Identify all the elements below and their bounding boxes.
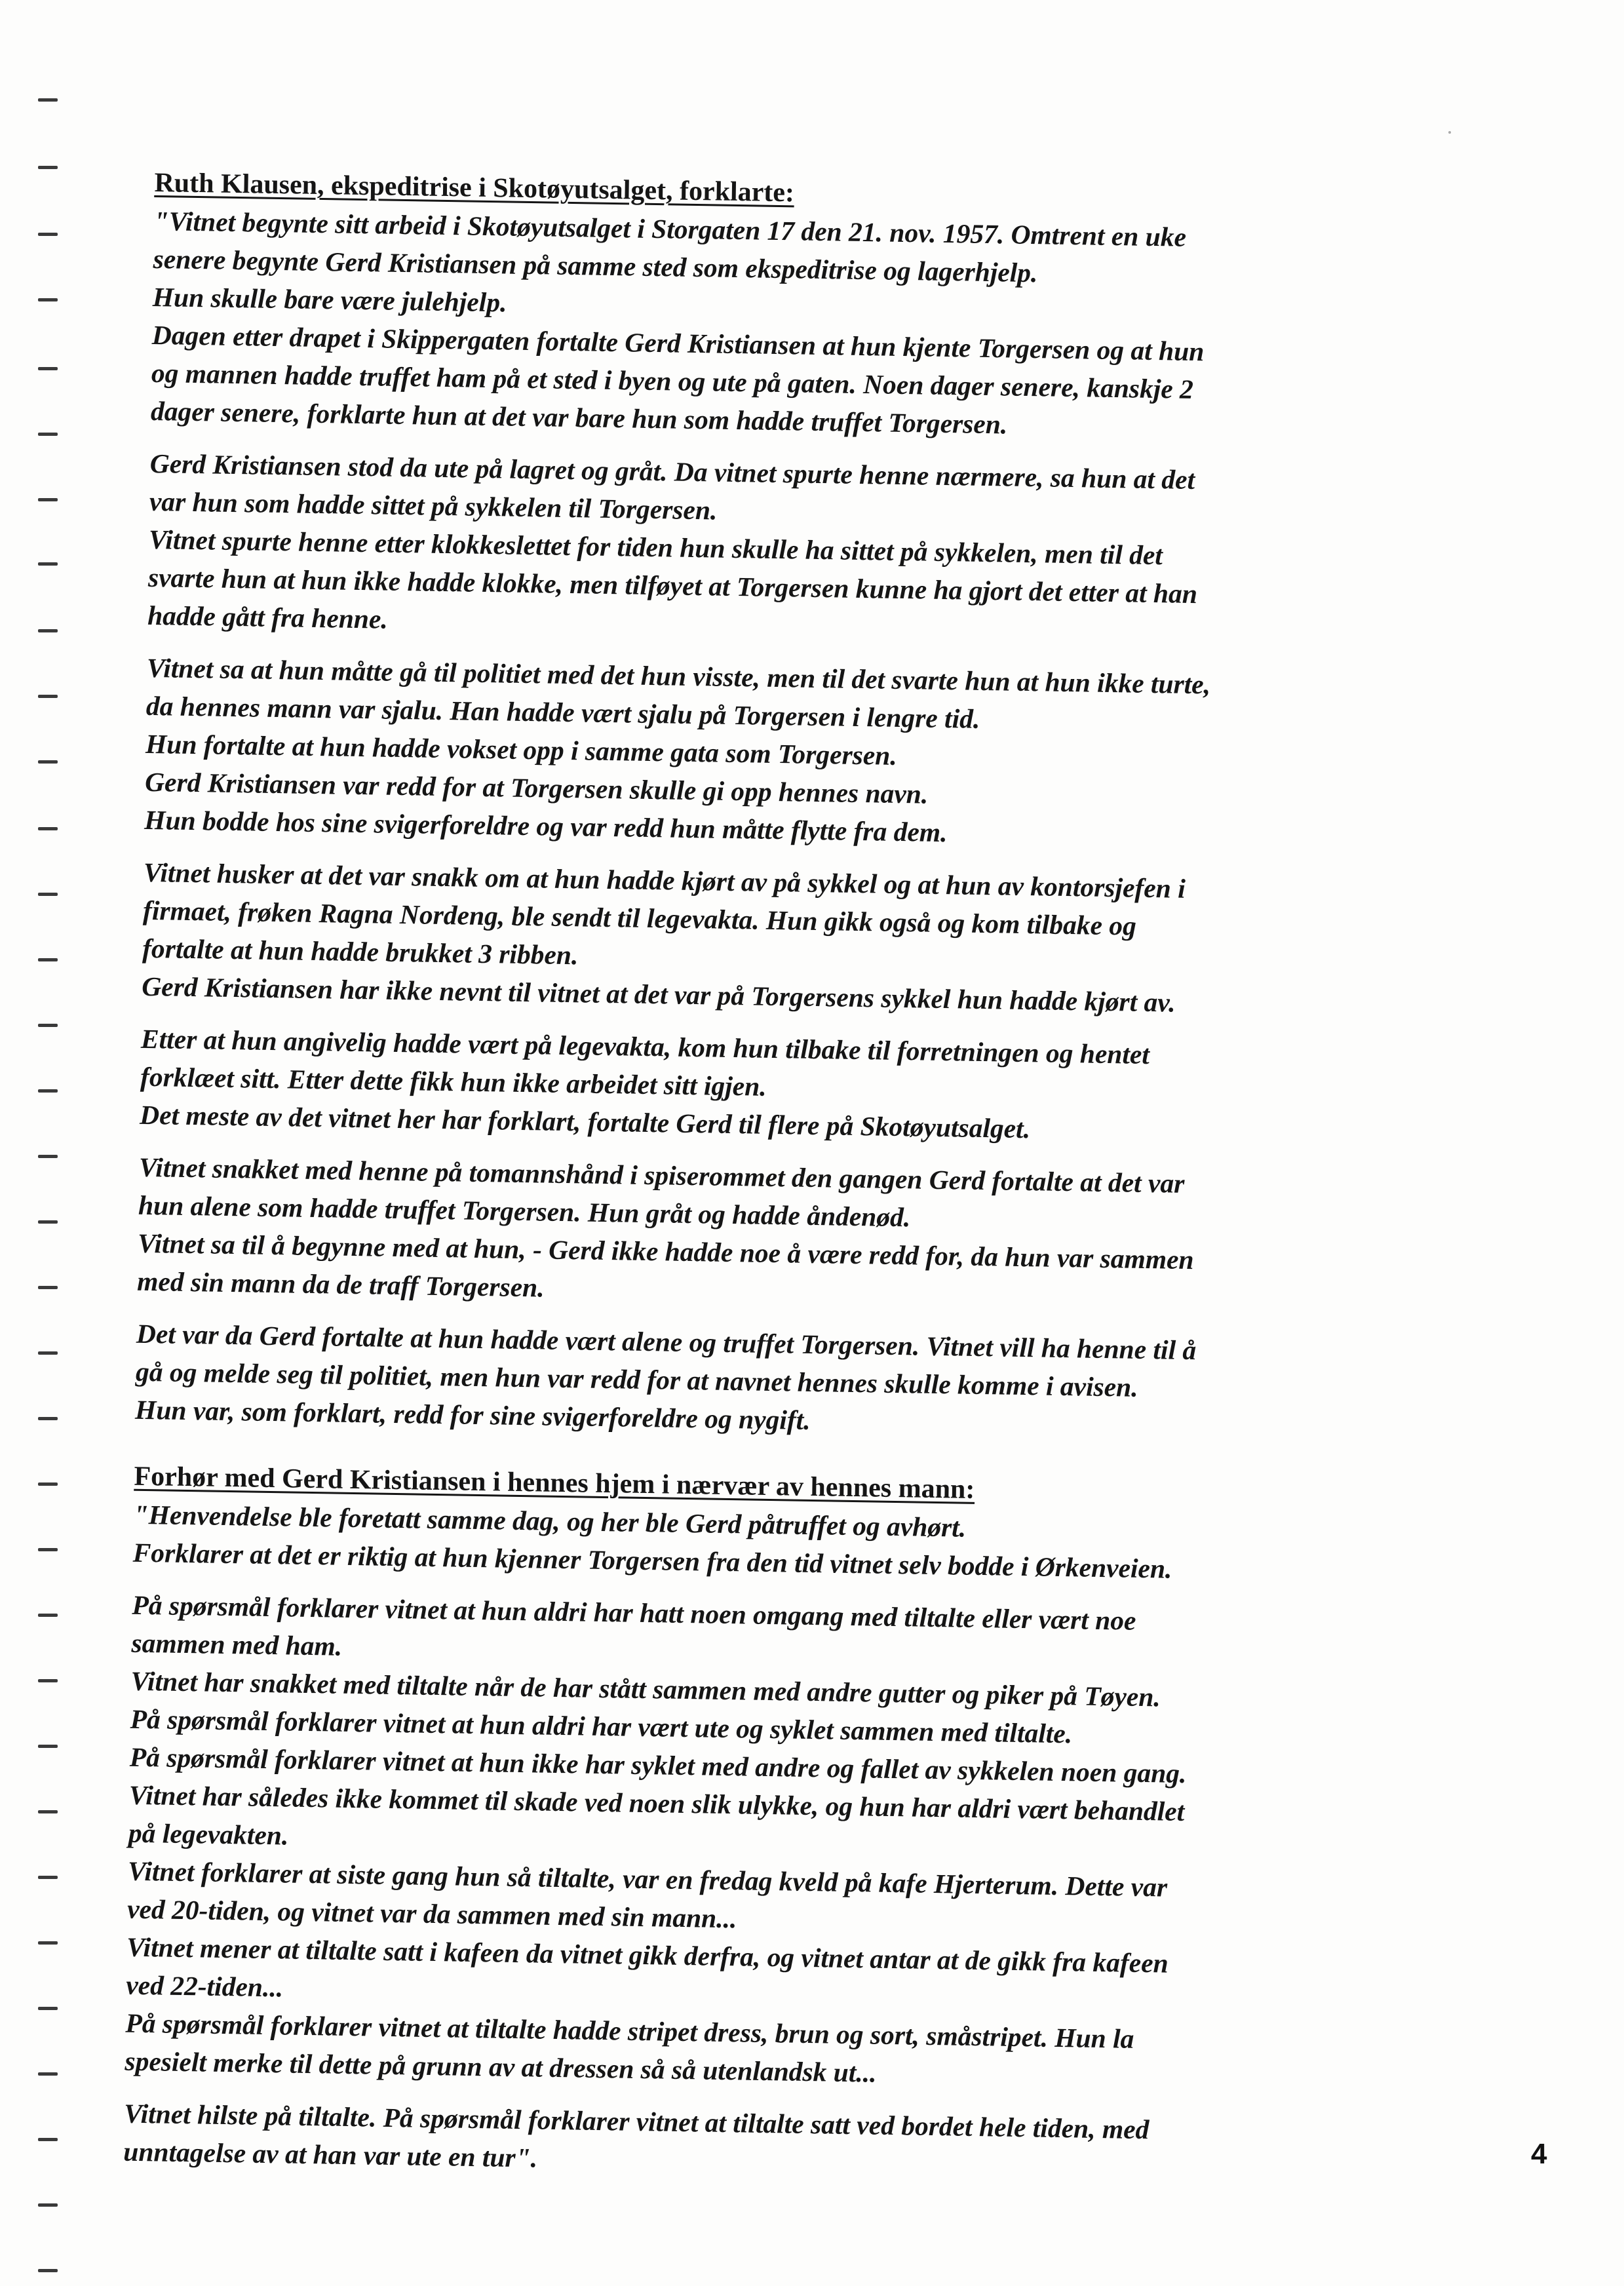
text-line: var hun som hadde sittet på sykkelen til Torgersen. bbox=[149, 486, 718, 526]
text-line: ved 20-tiden, og vitnet var da sammen med sin mann... bbox=[126, 1893, 737, 1934]
margin-mark bbox=[38, 166, 58, 169]
text-line: Vitnet har således ikke kommet til skade ved noen slik ulykke, og hun har aldri vært behandlet bbox=[128, 1779, 1185, 1827]
margin-mark bbox=[38, 1745, 58, 1748]
text-line: med sin mann da de traff Torgersen. bbox=[136, 1266, 545, 1303]
paragraph bbox=[125, 1586, 1443, 2101]
margin-mark bbox=[38, 1286, 58, 1289]
margin-mark bbox=[38, 298, 58, 301]
document-body bbox=[123, 164, 1465, 2191]
margin-mark bbox=[38, 98, 58, 102]
text-line: hun alene som hadde truffet Torgersen. Hun gråt og hadde åndenød. bbox=[138, 1190, 911, 1233]
text-line: sammen med ham. bbox=[131, 1627, 343, 1661]
text-line: På spørsmål forklarer vitnet at hun ikke har syklet med andre og fallet av sykkelen noen gang. bbox=[129, 1741, 1187, 1789]
text-line: Hun var, som forklart, redd for sine svigerforeldre og nygift. bbox=[134, 1394, 811, 1435]
text-line: Vitnet mener at tiltalte satt i kafeen da vitnet gikk derfra, og vitnet antar at de gikk fra kafeen bbox=[126, 1931, 1169, 1979]
text-line: Hun fortalte at hun hadde vokset opp i samme gata som Torgersen. bbox=[145, 728, 898, 771]
text-line: svarte hun at hun ikke hadde klokke, men tilføyet at Torgersen kunne ha gjort det etter at han bbox=[147, 562, 1198, 610]
text-line: På spørsmål forklarer vitnet at tiltalte hadde stripet dress, brun og sort, småstripet. Hun la bbox=[125, 2007, 1134, 2054]
text-line: Gerd Kristiansen stod da ute på lagret og gråt. Da vitnet spurte henne nærmere, sa hun at det bbox=[149, 448, 1195, 495]
text-line: unntagelse av at han var ute en tur". bbox=[123, 2136, 538, 2173]
text-line: på legevakten. bbox=[128, 1817, 289, 1851]
text-line: Etter at hun angivelig hadde vært på legevakta, kom hun tilbake til forretningen og hentet bbox=[140, 1023, 1150, 1070]
margin-mark bbox=[38, 433, 58, 436]
text-line: Vitnet snakket med henne på tomannshånd i spiserommet den gangen Gerd fortalte at det var bbox=[138, 1152, 1185, 1199]
text-line: Vitnet sa til å begynne med at hun, - Gerd ikke hadde noe å være redd for, da hun var sammen bbox=[137, 1228, 1194, 1275]
text-line: Vitnet sa at hun måtte gå til politiet med det hun visste, men til det svarte hun at hun ikke turte, bbox=[146, 652, 1211, 700]
text-line: dager senere, forklarte hun at det var bare hun som hadde truffet Torgersen. bbox=[150, 395, 1008, 440]
text-line: Hun skulle bare være julehjelp. bbox=[152, 281, 507, 318]
paragraph bbox=[137, 1148, 1450, 1321]
margin-mark bbox=[38, 2007, 58, 2010]
margin-mark bbox=[38, 562, 58, 566]
text-line: "Henvendelse ble foretatt samme dag, og her ble Gerd påtruffet og avhørt. bbox=[133, 1499, 967, 1543]
text-line: hadde gått fra henne. bbox=[147, 600, 389, 634]
margin-mark bbox=[38, 367, 58, 370]
paragraph bbox=[144, 649, 1458, 859]
margin-mark bbox=[38, 1876, 58, 1879]
paragraph bbox=[135, 1315, 1447, 1449]
margin-mark bbox=[38, 1614, 58, 1617]
text-line: Gerd Kristiansen var redd for at Torgersen skulle gi opp hennes navn. bbox=[144, 766, 929, 809]
text-line: forklæet sitt. Etter dette fikk hun ikke arbeidet sitt igjen. bbox=[140, 1061, 767, 1102]
margin-mark bbox=[38, 233, 58, 236]
margin-mark bbox=[38, 629, 58, 632]
section-heading: Ruth Klausen, ekspeditrise i Skotøyutsalget, forklarte: bbox=[154, 167, 795, 208]
paragraph bbox=[140, 1020, 1452, 1154]
text-line: Dagen etter drapet i Skippergaten fortalte Gerd Kristiansen at hun kjente Torgersen og at hun bbox=[151, 319, 1205, 367]
margin-mark bbox=[38, 1089, 58, 1093]
text-line: ved 22-tiden... bbox=[125, 1969, 284, 2003]
text-line: På spørsmål forklarer vitnet at hun aldri har hatt noen omgang med tiltalte eller vært noe bbox=[132, 1589, 1136, 1636]
margin-mark bbox=[38, 1941, 58, 1945]
text-line: Det var da Gerd fortalte at hun hadde vært alene og truffet Torgersen. Vitnet vill ha henne til å bbox=[136, 1318, 1197, 1366]
margin-mark bbox=[38, 2138, 58, 2141]
margin-mark bbox=[38, 1351, 58, 1355]
text-line: Vitnet har snakket med tiltalte når de har stått sammen med andre gutter og piker på Tøyen. bbox=[130, 1665, 1161, 1713]
margin-mark bbox=[38, 958, 58, 961]
binder-margin-marks bbox=[38, 0, 64, 2286]
text-line: Vitnet hilste på tiltalte. På spørsmål forklarer vitnet at tiltalte satt ved bordet hele tiden, med bbox=[123, 2098, 1150, 2145]
paragraph bbox=[142, 853, 1454, 1026]
text-line: senere begynte Gerd Kristiansen på samme sted som ekspeditrise og lagerhjelp. bbox=[153, 243, 1038, 288]
text-line: firmaet, frøken Ragna Nordeng, ble sendt til legevakta. Hun gikk også og kom tilbake og bbox=[142, 895, 1137, 941]
margin-mark bbox=[38, 1679, 58, 1682]
text-line: da hennes mann var sjalu. Han hadde vært sjalu på Torgersen i lengre tid. bbox=[145, 690, 980, 734]
margin-mark bbox=[38, 2072, 58, 2076]
text-line: gå og melde seg til politiet, men hun var redd for at navnet hennes skulle komme i avisen. bbox=[135, 1356, 1138, 1403]
margin-mark bbox=[38, 1810, 58, 1813]
margin-mark bbox=[38, 695, 58, 698]
margin-mark bbox=[38, 1220, 58, 1224]
text-line: spesielt merke til dette på grunn av at dressen så så utenlandsk ut... bbox=[125, 2045, 877, 2088]
text-line: "Vitnet begynte sitt arbeid i Skotøyutsalget i Storgaten 17 den 21. nov. 1957. Omtrent en uke bbox=[153, 205, 1187, 252]
margin-mark bbox=[38, 1024, 58, 1027]
margin-mark bbox=[38, 827, 58, 830]
paragraph bbox=[151, 202, 1465, 450]
margin-mark bbox=[38, 893, 58, 896]
text-line: Gerd Kristiansen har ikke nevnt til vitnet at det var på Torgersens sykkel hun hadde kjørt av. bbox=[141, 971, 1176, 1018]
margin-mark bbox=[38, 2203, 58, 2207]
text-line: Det meste av det vitnet her har forklart, fortalte Gerd til flere på Skotøyutsalget. bbox=[139, 1099, 1031, 1144]
section-ruth-klausen bbox=[135, 164, 1465, 1449]
margin-mark bbox=[38, 760, 58, 764]
margin-mark bbox=[38, 1482, 58, 1486]
text-line: Vitnet forklarer at siste gang hun så tiltalte, var en fredag kveld på kafe Hjerterum. Dette var bbox=[127, 1855, 1168, 1903]
text-line: Forklarer at det er riktig at hun kjenner Torgersen fra den tid vitnet selv bodde i Ørkenveien. bbox=[132, 1537, 1172, 1584]
text-line: og mannen hadde truffet ham på et sted i byen og ute på gaten. Noen dager senere, kanskje 2 bbox=[151, 357, 1194, 404]
paragraph bbox=[147, 444, 1461, 655]
scan-speck bbox=[1448, 131, 1451, 134]
text-line: Vitnet spurte henne etter klokkeslettet for tiden hun skulle ha sittet på sykkelen, men til det bbox=[148, 524, 1163, 571]
section-gerd-kristiansen bbox=[123, 1458, 1445, 2191]
text-line: Hun bodde hos sine svigerforeldre og var redd hun måtte flytte fra dem. bbox=[144, 804, 948, 848]
margin-mark bbox=[38, 2269, 58, 2272]
section-heading: Forhør med Gerd Kristiansen i hennes hjem i nærvær av hennes mann: bbox=[134, 1461, 975, 1505]
margin-mark bbox=[38, 1417, 58, 1420]
text-line: fortalte at hun hadde brukket 3 ribben. bbox=[142, 933, 579, 971]
page-number: 4 bbox=[1531, 2138, 1547, 2170]
margin-mark bbox=[38, 1548, 58, 1551]
margin-mark bbox=[38, 1155, 58, 1158]
margin-mark bbox=[38, 498, 58, 501]
text-line: Vitnet husker at det var snakk om at hun hadde kjørt av på sykkel og at hun av kontorsjefen i bbox=[143, 857, 1186, 904]
text-line: På spørsmål forklarer vitnet at hun aldri har vært ute og syklet sammen med tiltalte. bbox=[130, 1703, 1073, 1749]
